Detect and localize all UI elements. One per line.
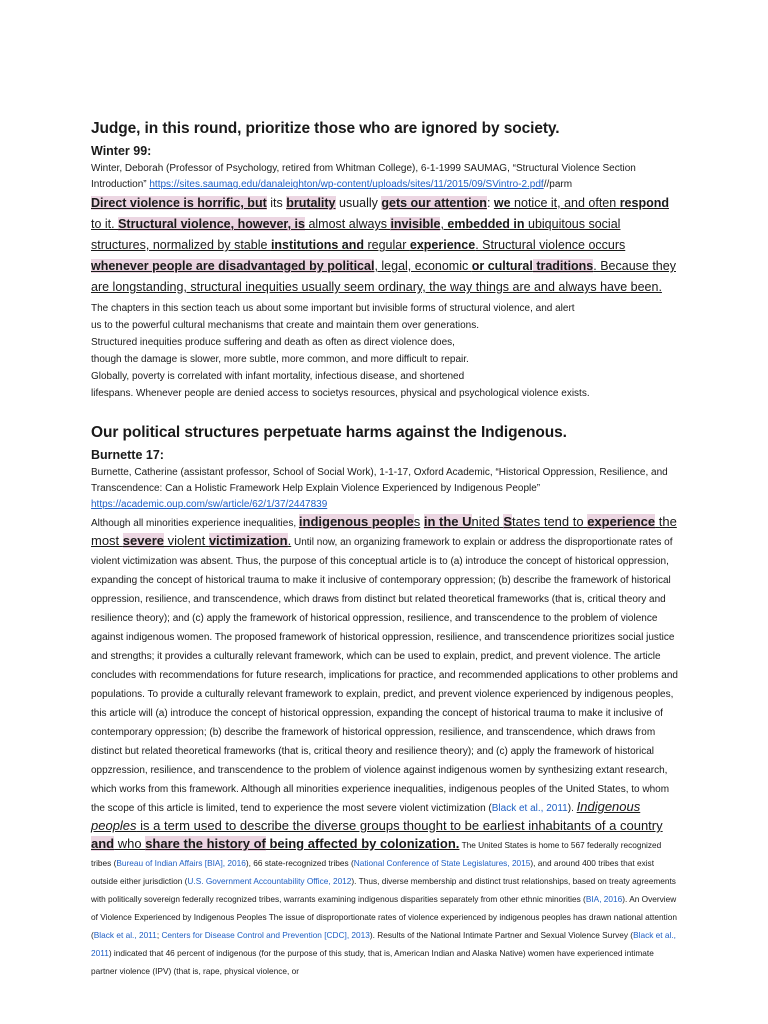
text-run: ). Thus, diverse membership and distinct trust relationships, based on treaty agreements with politically sovereign federally recognized tribes, warrants examining indigenous disparities separately from other ethnic minorities ( [91, 876, 676, 904]
text-run: BIA, 2016 [585, 894, 623, 904]
text-run: Direct violence is horrific, but [91, 196, 267, 210]
text-run: ), 66 state-recognized tribes ( [245, 858, 354, 868]
text-line: lifespans. Whenever people are denied access to societys resources, physical and psychological violence exists. [91, 388, 590, 399]
text-run: The chapters in this section teach us about some important but invisible forms of structural violence, and alert [91, 303, 575, 314]
text-run: whenever people are disadvantaged by political [91, 259, 375, 273]
text-run: U.S. Government Accountability Office, 2012 [187, 876, 352, 886]
text-line: Structured inequities produce suffering and death as often as direct violence does, [91, 337, 455, 348]
text-run: the most [91, 514, 677, 548]
text-run: being affected by colonization. [265, 836, 460, 851]
evidence-card-burnette [91, 424, 678, 979]
cite-short: Winter 99: [91, 144, 152, 158]
text-run: ubiquitous social structures, normalized by stable [91, 217, 621, 252]
text-run: Bureau of Indian Affairs [BIA], 2016 [116, 858, 246, 868]
text-run: Centers for Disease Control and Prevention [CDC], 2013 [161, 930, 370, 940]
text-run: severe [122, 533, 165, 548]
text-run: Although all minorities experience inequalities, [91, 518, 299, 529]
text-run: s [413, 514, 421, 529]
text-run: indigenous people [298, 514, 414, 529]
text-run: ). [567, 803, 577, 814]
text-run: usually [335, 196, 382, 210]
text-run: The United States is home to 567 federally recognized tribes ( [91, 840, 662, 868]
text-run: who [114, 836, 146, 851]
text-run: . Because they are longstanding, structural inequities usually seem ordinary, the way things are and always have been. [91, 259, 676, 294]
text-run: institutions and [270, 238, 365, 252]
text-run: Structural violence, however, is [118, 217, 305, 231]
text-run: almost always [304, 217, 391, 231]
card-tail [91, 317, 678, 402]
card-body [91, 193, 678, 317]
text-run: Black et al., 2011 [491, 803, 568, 814]
text-run: Black et al., 2011 [91, 930, 676, 958]
text-run: often [584, 196, 620, 210]
card-tagline: Our political structures perpetuate harms against the Indigenous. [91, 424, 567, 441]
text-run: its [266, 196, 287, 210]
text-run: . Structural violence occurs [475, 238, 626, 252]
text-run: experience [409, 238, 476, 252]
text-run: tates tend to [512, 514, 588, 529]
text-run: or cultural [471, 259, 533, 273]
text-run: nited [471, 514, 504, 529]
text-run: , legal, economic [374, 259, 472, 273]
text-run: Until now, an organizing framework to explain or address the disproportionate rates of violent victimization was absent. Thus, the purpose of this conceptual article is to (a) introduce the concept of historical oppression, expanding the concept of historical trauma to make it inclusive of contemporary oppression; (b) describe the framework of historical oppression, resilience, and transcendence, which draws from distinct but related theoretical frameworks (that is, critical theory and resilience theory); and (c) apply the framework of historical oppression, resilience, and transcendence to the problem of violence against indigenous women. The proposed framework of historical oppression, resilience, and transcendence prioritizes social justice and strengths; it provides a culturally relevant framework, which can be used to explain, predict, and prevent violence. The article concludes with recommendations for future research, implications for practice, and recommended applications to other problems and populations. To provide a culturally relevant framework to explain, predict, and prevent violence experienced by indigenous peoples, this article will (a) introduce the concept of historical oppression, expanding the concept of historical trauma to make it inclusive of contemporary oppression; (b) describe the framework of historical oppression, resilience, and transcendence, which draws from distinct but related theoretical frameworks (that is, critical theory and resilience theory); and (c) apply the framework of historical oppzression, resilience, and transcendence to the problem of violence against indigenous women by synthesizing extant research, which works from this framework. Although all minorities experience inequalities, indigenous peoples of the United States, to whom the scope of this article is limited, tend to experience the most severe violent victimization ( [91, 537, 678, 814]
text-run: victimization [208, 533, 288, 548]
cite-full: Winter, Deborah (Professor of Psychology, retired from Whitman College), 6-1-1999 SAUMAG, “Structural Violence Section Introduction” https://sites.saumag.edu/danaleighton/wp-content/uploads/sites/11/2015/09/SVintro-2.pdf//parm [91, 163, 636, 190]
source-link[interactable]: https://sites.saumag.edu/danaleighton/wp-content/uploads/sites/11/2015/09/SVintro-2.pdf [149, 179, 544, 190]
text-run: Indigenous peoples [91, 799, 641, 833]
text-run: ). An Overview of Violence Experienced by Indigenous Peoples The issue of disproportionate rates of violence experienced by indigenous peoples has drawn national attention ( [91, 894, 677, 940]
text-run: , [440, 217, 448, 231]
text-run: invisible [390, 217, 441, 231]
text-line: us to the powerful cultural mechanisms that create and maintain them over generations. [91, 320, 479, 331]
text-run: ; [156, 930, 162, 940]
card-body [91, 513, 678, 979]
text-run: : [486, 196, 494, 210]
source-link[interactable]: https://academic.oup.com/sw/article/62/1/37/2447839 [91, 499, 328, 510]
text-run: share the history of [145, 836, 266, 851]
text-line: Globally, poverty is correlated with infant mortality, infectious disease, and shortened [91, 371, 465, 382]
text-run: and [91, 836, 115, 851]
text-run: to it. [91, 217, 119, 231]
text-run: experience [587, 514, 656, 529]
text-run: Black et al., 2011 [93, 930, 157, 940]
text-run: S [503, 514, 513, 529]
text-run: respond [619, 196, 669, 210]
text-line: though the damage is slower, more subtle, more common, and more difficult to repair. [91, 354, 469, 365]
text-run: violent [164, 533, 209, 548]
evidence-card-winter [91, 120, 678, 402]
text-run: embedded [447, 217, 510, 231]
text-run: we [493, 196, 511, 210]
text-run: regular [364, 238, 410, 252]
text-run: notice it, and [510, 196, 585, 210]
text-run: . [287, 533, 292, 548]
card-tagline: Judge, in this round, prioritize those who are ignored by society. [91, 120, 560, 137]
text-run: traditions [532, 259, 594, 273]
text-run: gets our attention [381, 196, 487, 210]
cite-full: Burnette, Catherine (assistant professor, School of Social Work), 1-1-17, Oxford Academic, “Historical Oppression, Resilience, and Transcendence: Can a Holistic Framework Help Explain Violence Experienced by Indigenous People” https://academic.oup.com/sw/article/62/1/37/2447839 [91, 467, 668, 510]
text-run: National Conference of State Legislatures, 2015 [353, 858, 531, 868]
text-run: in the U [423, 514, 472, 529]
text-run: brutality [286, 196, 336, 210]
text-run: ), and around 400 tribes that exist outside either jurisdiction ( [91, 858, 655, 886]
text-run: is a term used to describe the diverse groups thought to be earliest inhabitants of a country [136, 818, 663, 833]
text-run: in [509, 217, 525, 231]
text-run: ). Results of the National Intimate Partner and Sexual Violence Survey ( [369, 930, 634, 940]
cite-short: Burnette 17: [91, 448, 164, 462]
text-run: ) indicated that 46 percent of indigenous (for the purpose of this study, that is, American Indian and Alaska Native) women have experienced intimate partner violence (IPV) (that is, rape, physical violence, or [91, 948, 654, 976]
